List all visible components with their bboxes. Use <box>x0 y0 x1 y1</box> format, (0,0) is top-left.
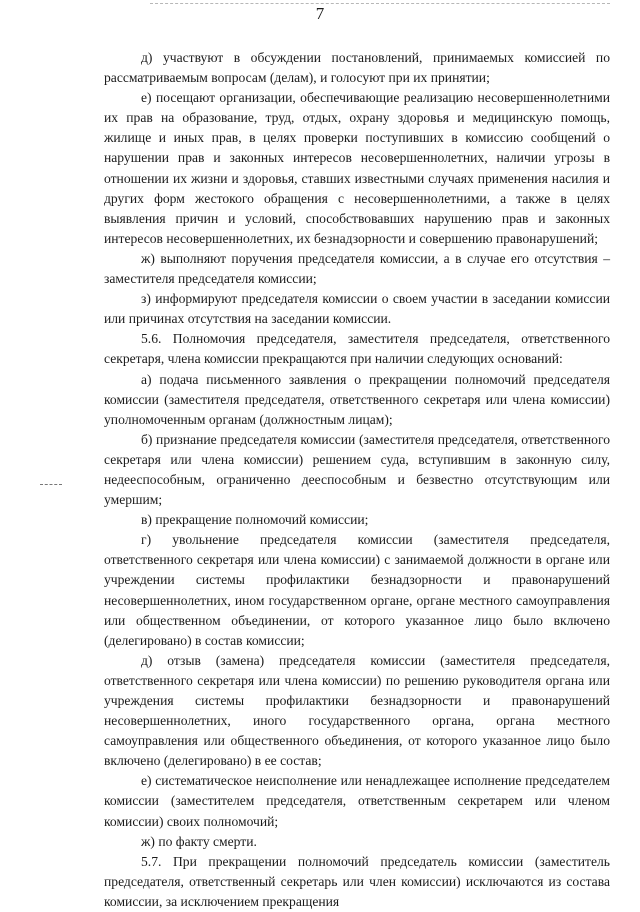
paragraph-section-5-7: 5.7. При прекращении полномочий председатель комиссии (заместитель председателя, ответственный секретарь или член комиссии) исключаются из состава комиссии, за исключением прекращения <box>104 853 610 909</box>
paragraph-fulfill-instructions: ж) выполняют поручения председателя комиссии, а в случае его отсутствия – заместителя председателя комиссии; <box>104 250 610 287</box>
paragraph-participate-discussion: д) участвуют в обсуждении постановлений, принимаемых комиссией по рассматриваемым вопросам (делам), и голосуют при их принятии; <box>104 50 610 86</box>
paragraph-inform-chairman: з) информируют председателя комиссии о своем участии в заседании комиссии или причинах отсутствия на заседании комиссии. <box>104 291 610 327</box>
paragraph-item-d: д) отзыв (замена) председателя комиссии (заместителя председателя, ответственного секретаря или члена комиссии) по решению руководителя органа или учреждения системы профилактики безнадзорности и правонарушений несовершеннолетних, иного государственного органа, органа местного самоуправления или общественного объединения, от которого указанное лицо было включено (делегировано) в ее состав; <box>104 652 610 769</box>
page-number: 7 <box>315 4 325 23</box>
document-body <box>104 48 610 912</box>
paragraph-item-g: г) увольнение председателя комиссии (заместителя председателя, ответственного секретаря или члена комиссии) с занимаемой должности в органе или учреждении системы профилактики безнадзорности и правонарушений несовершеннолетних, ином государственном органе, органе местного самоуправления или общественном объединении, от которого указанное лицо было включено (делегировано) в состав комиссии; <box>104 532 610 648</box>
margin-mark <box>40 484 62 485</box>
paragraph-item-b: б) признание председателя комиссии (заместителя председателя, ответственного секретаря или члена комиссии) решением суда, вступившим в законную силу, недееспособным, ограниченно дееспособным и безвестно отсутствующим или умершим; <box>104 431 610 508</box>
paragraph-item-v: в) прекращение полномочий комиссии; <box>141 512 369 528</box>
paragraph-visit-organizations: е) посещают организации, обеспечивающие реализацию несовершеннолетними их прав на образование, труд, отдых, охрану здоровья и медицинскую помощь, жилище и иных прав, в целях проверки поступивших в комиссию сообщений о нарушении прав и законных интересов несовершеннолетних, наличии угрозы в отношении их жизни и здоровья, ставших известными случаях применения насилия и других форм жестокого обращения с несовершеннолетними, а также в целях выявления причин и условий, способствовавших нарушению прав и законных интересов несовершеннолетних, их безнадзорности и совершению правонарушений; <box>104 90 610 246</box>
paragraph-item-e: е) систематическое неисполнение или ненадлежащее исполнение председателем комиссии (заместителем председателя, ответственным секретарем или членом комиссии) своих полномочий; <box>104 773 610 829</box>
paragraph-item-zh: ж) по факту смерти. <box>141 833 257 849</box>
paragraph-item-a: а) подача письменного заявления о прекращении полномочий председателя комиссии (заместителя председателя, ответственного секретаря или члена комиссии) уполномоченным органам (должностным лицам); <box>104 371 610 427</box>
paragraph-section-5-6: 5.6. Полномочия председателя, заместителя председателя, ответственного секретаря, члена комиссии прекращаются при наличии следующих оснований: <box>104 331 610 367</box>
